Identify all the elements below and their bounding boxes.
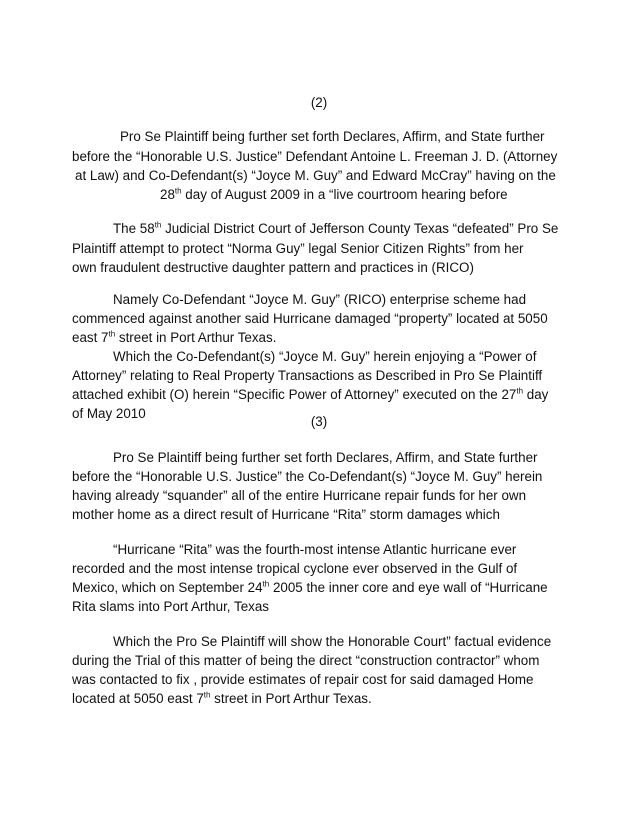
text-run: Judicial District Court of Jefferson County Texas “defeated” Pro Se (161, 221, 559, 236)
ordinal-suffix: th (154, 220, 162, 230)
text-line: Rita slams into Port Arthur, Texas (72, 599, 269, 614)
ordinal-suffix: th (174, 186, 182, 196)
text-line: commenced against another said Hurricane damaged “property” located at 5050 (72, 311, 548, 326)
text-run: day (523, 387, 549, 402)
text-line: Which the Pro Se Plaintiff will show the Honorable Court” factual evidence (113, 634, 552, 649)
text-line (113, 220, 558, 238)
ordinal-suffix: th (262, 579, 270, 589)
text-line: Namely Co-Defendant “Joyce M. Guy” (RICO) enterprise scheme had (113, 292, 527, 307)
text-run: 2005 the inner core and eye wall of “Hurricane (269, 580, 548, 595)
text-line: was contacted to fix , provide estimates of repair cost for said damaged Home (72, 672, 534, 687)
section-number: (3) (310, 414, 328, 429)
text-line: during the Trial of this matter of being the direct “construction contractor” whom (72, 653, 540, 668)
text-line: mother home as a direct result of Hurricane “Rita” storm damages which (72, 507, 500, 522)
ordinal-suffix: th (516, 386, 524, 396)
text-run: day of August 2009 in a “live courtroom hearing before (181, 187, 508, 202)
text-line (72, 690, 372, 708)
text-line: having already “squander” all of the entire Hurricane repair funds for her own (72, 488, 527, 503)
text-run: street in Port Arthur Texas. (210, 691, 372, 706)
text-line: own fraudulent destructive daughter pattern and practices in (RICO) (72, 260, 474, 275)
text-line (72, 329, 276, 347)
text-line: Which the Co-Defendant(s) “Joyce M. Guy” herein enjoying a “Power of (113, 349, 537, 364)
text-run: located at 5050 east 7 (72, 691, 204, 706)
text-run: The 58 (113, 221, 155, 236)
ordinal-suffix: th (108, 329, 116, 339)
text-line: Pro Se Plaintiff being further set forth Declares, Affirm, and State further (113, 450, 538, 465)
text-run: Mexico, which on September 24 (72, 580, 263, 595)
text-line (72, 579, 548, 597)
text-line: recorded and the most intense tropical cyclone ever observed in the Gulf of (72, 561, 518, 576)
text-run: attached exhibit (O) herein “Specific Power of Attorney” executed on the 27 (72, 387, 517, 402)
text-run: 28 (160, 187, 175, 202)
text-line (72, 386, 548, 404)
text-line: of May 2010 (72, 406, 146, 421)
text-line: “Hurricane “Rita” was the fourth-most intense Atlantic hurricane ever (113, 542, 517, 557)
text-line: before the “Honorable U.S. Justice” Defendant Antoine L. Freeman J. D. (Attorney (72, 149, 558, 164)
text-run: street in Port Arthur Texas. (115, 330, 277, 345)
text-line: Pro Se Plaintiff being further set forth Declares, Affirm, and State further (120, 129, 545, 144)
text-run: east 7 (72, 330, 109, 345)
ordinal-suffix: th (203, 690, 211, 700)
text-line (160, 186, 508, 204)
text-line: at Law) and Co-Defendant(s) “Joyce M. Guy” and Edward McCray” having on the (75, 168, 556, 183)
text-line: before the “Honorable U.S. Justice” the Co-Defendant(s) “Joyce M. Guy” herein (72, 469, 543, 484)
section-number: (2) (310, 95, 328, 110)
text-line: Attorney” relating to Real Property Transactions as Described in Pro Se Plaintiff (72, 368, 543, 383)
text-line: Plaintiff attempt to protect “Norma Guy” legal Senior Citizen Rights” from her (72, 241, 524, 256)
